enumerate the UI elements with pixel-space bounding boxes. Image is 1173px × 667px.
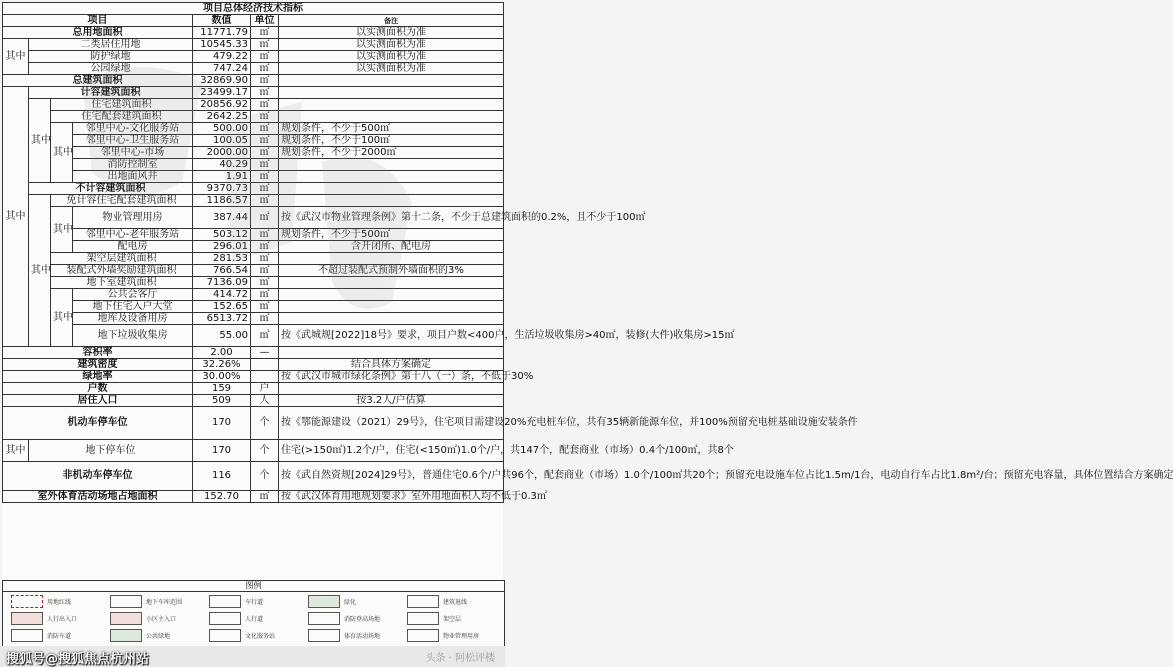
legend-swatch — [407, 595, 439, 608]
table-row: 总建筑面积 32869.90 ㎡ — [3, 75, 504, 87]
group-label: 其中 — [29, 195, 51, 347]
legend-swatch — [110, 595, 142, 608]
legend-swatch — [110, 612, 142, 625]
table-row: 架空层建筑面积 281.53 ㎡ — [3, 253, 504, 265]
legend-label: 建筑退线 — [443, 599, 468, 606]
legend-label: 消防登高场地 — [344, 616, 381, 623]
table-row: 其中 物业管理用房 387.44 ㎡ 按《武汉市物业管理条例》第十二条，不少于总建筑面积的0.2%，且不少于100㎡ — [3, 207, 504, 229]
table-row: 出地面风井 1.91 ㎡ — [3, 171, 504, 183]
legend-swatch — [308, 612, 340, 625]
table-row: 户数 159 户 — [3, 383, 504, 395]
legend-swatch — [308, 629, 340, 642]
legend-label: 人行道 — [245, 616, 264, 623]
group-label: 其中 — [51, 289, 73, 347]
legend-label: 公共绿地 — [146, 633, 171, 640]
legend-swatch — [110, 629, 142, 642]
legend-swatch — [407, 612, 439, 625]
table-row: 机动车停车位 170 个 按《鄂能源建设（2021）29号》，住宅项目需建设20%充电桩车位，共有35辆新能源车位，并100%预留充电桩基础设施安装条件 — [3, 407, 504, 440]
legend-label: 用地红线 — [47, 599, 72, 606]
legend-swatch — [308, 595, 340, 608]
table-row: 建筑密度 32.26% 结合具体方案确定 — [3, 359, 504, 371]
table-row: 其中 二类居住用地 10545.33 ㎡ 以实测面积为准 — [3, 39, 504, 51]
group-label: 其中 — [3, 39, 29, 75]
header-note: 备注 — [279, 15, 504, 27]
group-label: 其中 — [29, 99, 51, 183]
table-row: 其中 住宅建筑面积 20856.92 ㎡ — [3, 99, 504, 111]
legend-label: 人行出入口 — [47, 616, 78, 623]
legend-panel — [2, 580, 505, 648]
legend-swatch — [11, 612, 43, 625]
legend-swatch — [407, 629, 439, 642]
table-row: 邻里中心-市场 2000.00 ㎡ 规划条件，不少于2000㎡ — [3, 147, 504, 159]
footer-bar — [0, 646, 505, 667]
group-label: 其中 — [3, 440, 29, 462]
legend-swatch — [11, 595, 43, 608]
table-row: 邻里中心-老年服务站 503.12 ㎡ 规划条件，不少于500㎡ — [3, 229, 504, 241]
legend-label: 架空层 — [443, 616, 462, 623]
table-row: 住宅配套建筑面积 2642.25 ㎡ — [3, 111, 504, 123]
table-row: 不计容建筑面积 9370.73 ㎡ — [3, 183, 504, 195]
legend-label: 物业管理用房 — [443, 633, 480, 640]
legend-swatch — [11, 629, 43, 642]
legend-label: 车行道 — [245, 599, 264, 606]
indicator-table — [2, 2, 1173, 503]
table-row: 公园绿地 747.24 ㎡ 以实测面积为准 — [3, 63, 504, 75]
table-row: 其中 免计容住宅配套建筑面积 1186.57 ㎡ — [3, 195, 504, 207]
legend-swatch — [209, 612, 241, 625]
table-row: 其中 地下停车位 170 个 住宅(>150㎡)1.2个/户，住宅(<150㎡)1.0个/户，共147个，配套商业（市场）0.4个/100㎡，共8个 — [3, 440, 504, 462]
legend-label: 小区主入口 — [146, 616, 177, 623]
table-row: 居住人口 509 人 按3.2人/户估算 — [3, 395, 504, 407]
economic-indicator-sheet — [2, 2, 1173, 580]
table-row: 地库及设备用房 6513.72 ㎡ — [3, 313, 504, 325]
table-row: 装配式外墙奖励建筑面积 766.54 ㎡ 不超过装配式预制外墙面积的3% — [3, 265, 504, 277]
table-title: 项目总体经济技术指标 — [3, 3, 504, 15]
table-row: 其中 公共会客厅 414.72 ㎡ — [3, 289, 504, 301]
table-row: 地下垃圾收集房 55.00 ㎡ 按《武城规[2022]18号》要求，项目户数<400户，生活垃圾收集房>40㎡，装修(大件)收集房>15㎡ — [3, 325, 504, 347]
legend-label: 绿化 — [344, 599, 357, 606]
table-row: 其中 邻里中心-文化服务站 500.00 ㎡ 规划条件，不少于500㎡ — [3, 123, 504, 135]
legend-label: 消防车道 — [47, 633, 72, 640]
legend-swatch — [209, 629, 241, 642]
group-label: 其中 — [3, 87, 29, 347]
table-row: 邻里中心-卫生服务站 100.05 ㎡ 规划条件，不少于100㎡ — [3, 135, 504, 147]
table-row: 地下室建筑面积 7136.09 ㎡ — [3, 277, 504, 289]
legend-title: 图例 — [3, 581, 504, 592]
table-row: 地下住宅入户大堂 152.65 ㎡ — [3, 301, 504, 313]
footer-watermark: 头条 · 阿松评楼 — [425, 653, 495, 664]
header-item: 项目 — [3, 15, 193, 27]
group-label: 其中 — [51, 123, 73, 183]
table-row: 配电房 296.01 ㎡ 含开闭所、配电房 — [3, 241, 504, 253]
table-row: 防护绿地 479.22 ㎡ 以实测面积为准 — [3, 51, 504, 63]
table-row: 消防控制室 40.29 ㎡ — [3, 159, 504, 171]
footer-source: 搜狐号@搜狐焦点杭州站 — [6, 652, 150, 667]
table-row: 总用地面积 11771.79 ㎡ 以实测面积为准 — [3, 27, 504, 39]
group-label: 其中 — [51, 207, 73, 253]
legend-swatch — [209, 595, 241, 608]
table-row: 室外体育活动场地占地面积 152.70 ㎡ 按《武汉体育用地规划要求》室外用地面积人均不低于0.3㎡ — [3, 491, 504, 503]
table-row: 非机动车停车位 116 个 按《武自然资规[2024]29号》，普通住宅0.6个/户共96个，配套商业（市场）1.0个/100㎡共20个；预留充电设施车位占比1.5m/1台，电动自行车占比1.8m²/台；预留充电容量，具体位置结合方案确定 — [3, 462, 504, 491]
table-row: 绿地率 30.00% 按《武汉市城市绿化条例》第十八（一）条，不低于30% — [3, 371, 504, 383]
header-value: 数值 — [193, 15, 251, 27]
table-row: 容积率 2.00 — — [3, 347, 504, 359]
header-unit: 单位 — [251, 15, 279, 27]
legend-label: 文化服务站 — [245, 633, 276, 640]
legend-label: 体育活动场地 — [344, 633, 381, 640]
legend-label: 地下车库范围 — [146, 599, 183, 606]
table-row: 其中 计容建筑面积 23499.17 ㎡ — [3, 87, 504, 99]
